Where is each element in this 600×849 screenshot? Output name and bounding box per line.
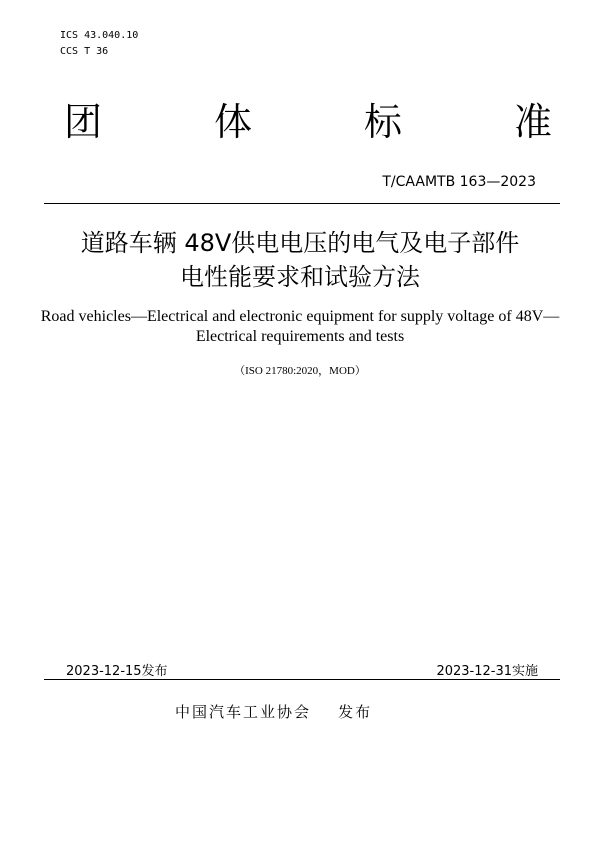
bottom-divider xyxy=(44,679,560,680)
standard-type-char: 体 xyxy=(213,100,252,144)
adoption-note: （ISO 21780:2020，MOD） xyxy=(234,365,366,377)
standard-type-char: 团 xyxy=(64,100,103,144)
classification-codes xyxy=(60,28,138,60)
english-title xyxy=(0,307,600,347)
chinese-title-line-1: 道路车辆 48V供电电压的电气及电子部件 xyxy=(80,229,520,257)
implement-date: 2023-12-31实施 xyxy=(436,664,538,679)
ics-code: ICS 43.040.10 xyxy=(60,30,139,41)
ccs-code: CCS T 36 xyxy=(60,46,109,57)
publish-date: 2023-12-15发布 xyxy=(66,664,168,679)
standard-type-char: 准 xyxy=(513,100,552,144)
english-title-line-2: Electrical requirements and tests xyxy=(195,328,405,345)
standard-type-char: 标 xyxy=(363,100,402,144)
chinese-title-line-2: 电性能要求和试验方法 xyxy=(180,263,420,291)
chinese-title xyxy=(0,226,600,294)
publisher: 中国汽车工业协会 发布 xyxy=(175,703,373,721)
standard-type-heading xyxy=(64,96,552,148)
top-divider xyxy=(44,203,560,204)
english-title-line-1: Road vehicles—Electrical and electronic equipment for supply voltage of 48V— xyxy=(40,308,560,325)
standard-number: T/CAAMTB 163—2023 xyxy=(382,174,536,190)
